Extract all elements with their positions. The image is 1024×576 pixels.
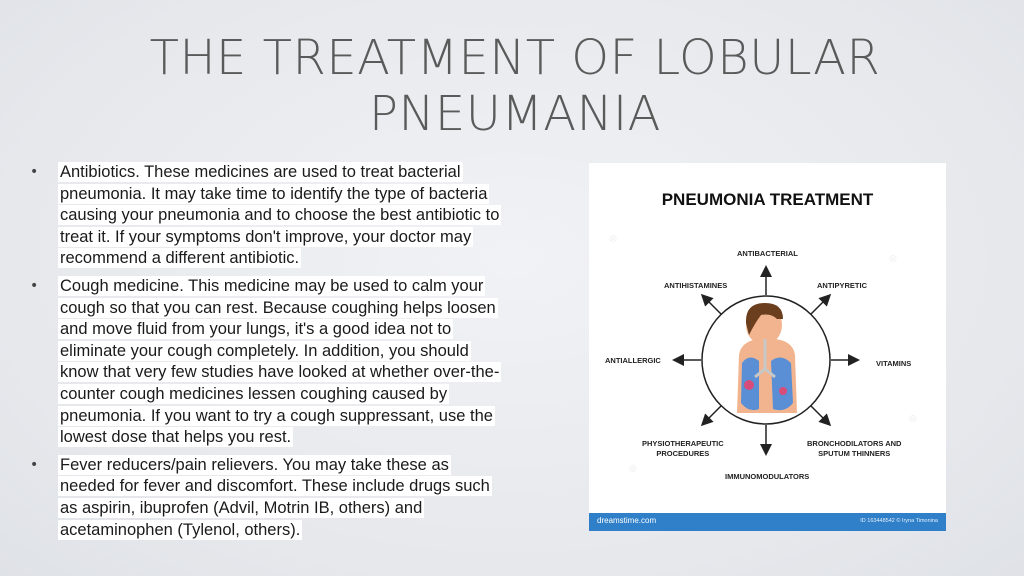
slide-title-line-1: THE TREATMENT OF LOBULAR bbox=[149, 30, 881, 86]
bullet-marker-icon: • bbox=[30, 277, 39, 294]
bullet-text: Fever reducers/pain relievers. You may take these as needed for fever and discomfort. These include drugs such as aspirin, ibuprofen (Advil, Motrin IB, others) and acetaminophen (Tylenol, others). bbox=[60, 455, 490, 539]
figure-footer-bar bbox=[589, 513, 946, 531]
label-antihistamines: ANTIHISTAMINES bbox=[664, 281, 728, 290]
arrow-up-left bbox=[703, 296, 721, 314]
label-physio-line-2: PROCEDURES bbox=[656, 449, 710, 458]
bullet-item-fever-reducers bbox=[30, 455, 500, 541]
bullet-item-cough-medicine bbox=[30, 276, 500, 449]
slide-title-line-2: PNEUMANIA bbox=[369, 86, 661, 142]
label-antiallergic: ANTIALLERGIC bbox=[605, 356, 661, 365]
label-vitamins: VITAMINS bbox=[876, 359, 912, 368]
slide-title bbox=[100, 30, 930, 142]
figure-title: PNEUMONIA TREATMENT bbox=[661, 190, 874, 209]
arrow-down-right bbox=[811, 406, 829, 424]
arrow-down-left bbox=[703, 406, 721, 424]
pneumonia-treatment-figure bbox=[589, 163, 946, 531]
watermark-icon: ◎ bbox=[629, 463, 637, 473]
label-antipyretic: ANTIPYRETIC bbox=[817, 281, 868, 290]
label-broncho-line-1: BRONCHODILATORS AND bbox=[807, 439, 902, 448]
footer-brand: dreamstime.com bbox=[597, 516, 657, 525]
watermark-icon: ◎ bbox=[889, 253, 897, 263]
label-broncho-line-2: SPUTUM THINNERS bbox=[818, 449, 891, 458]
label-physiotherapeutic-procedures bbox=[642, 439, 724, 459]
label-bronchodilators bbox=[807, 439, 901, 459]
watermark-icon: ◎ bbox=[609, 233, 617, 243]
bullet-marker-icon: • bbox=[30, 164, 39, 180]
watermark-icon: ◎ bbox=[909, 413, 917, 423]
label-antibacterial: ANTIBACTERIAL bbox=[737, 249, 798, 258]
bullet-marker-icon: • bbox=[30, 456, 39, 473]
footer-id: ID 163448542 © Iryna Timonina bbox=[860, 518, 938, 524]
bullet-text: Antibiotics. These medicines are used to treat bacterial pneumonia. It may take time to identify the type of bacteria causing your pneumonia and to choose the best antibiotic to treat it. If your symptoms don't improve, your doctor may recommend a different antibiotic. bbox=[60, 163, 500, 268]
bullet-item-antibiotics bbox=[30, 162, 500, 270]
arrow-up-right bbox=[811, 296, 829, 314]
bullet-text: Cough medicine. This medicine may be used to calm your cough so that you can rest. Because coughing helps loosen and move fluid from your lungs, it's a good idea not to eliminate your cough completely. In addition, you should know that very few studies have looked at whether over-the-counter cough medicines lessen coughing caused by pneumonia. If you want to try a cough suppressant, use the lowest dose that helps you rest. bbox=[60, 276, 500, 447]
bullet-list bbox=[30, 162, 500, 547]
label-physio-line-1: PHYSIOTHERAPEUTIC bbox=[642, 439, 724, 448]
label-immunomodulators: IMMUNOMODULATORS bbox=[725, 472, 810, 481]
